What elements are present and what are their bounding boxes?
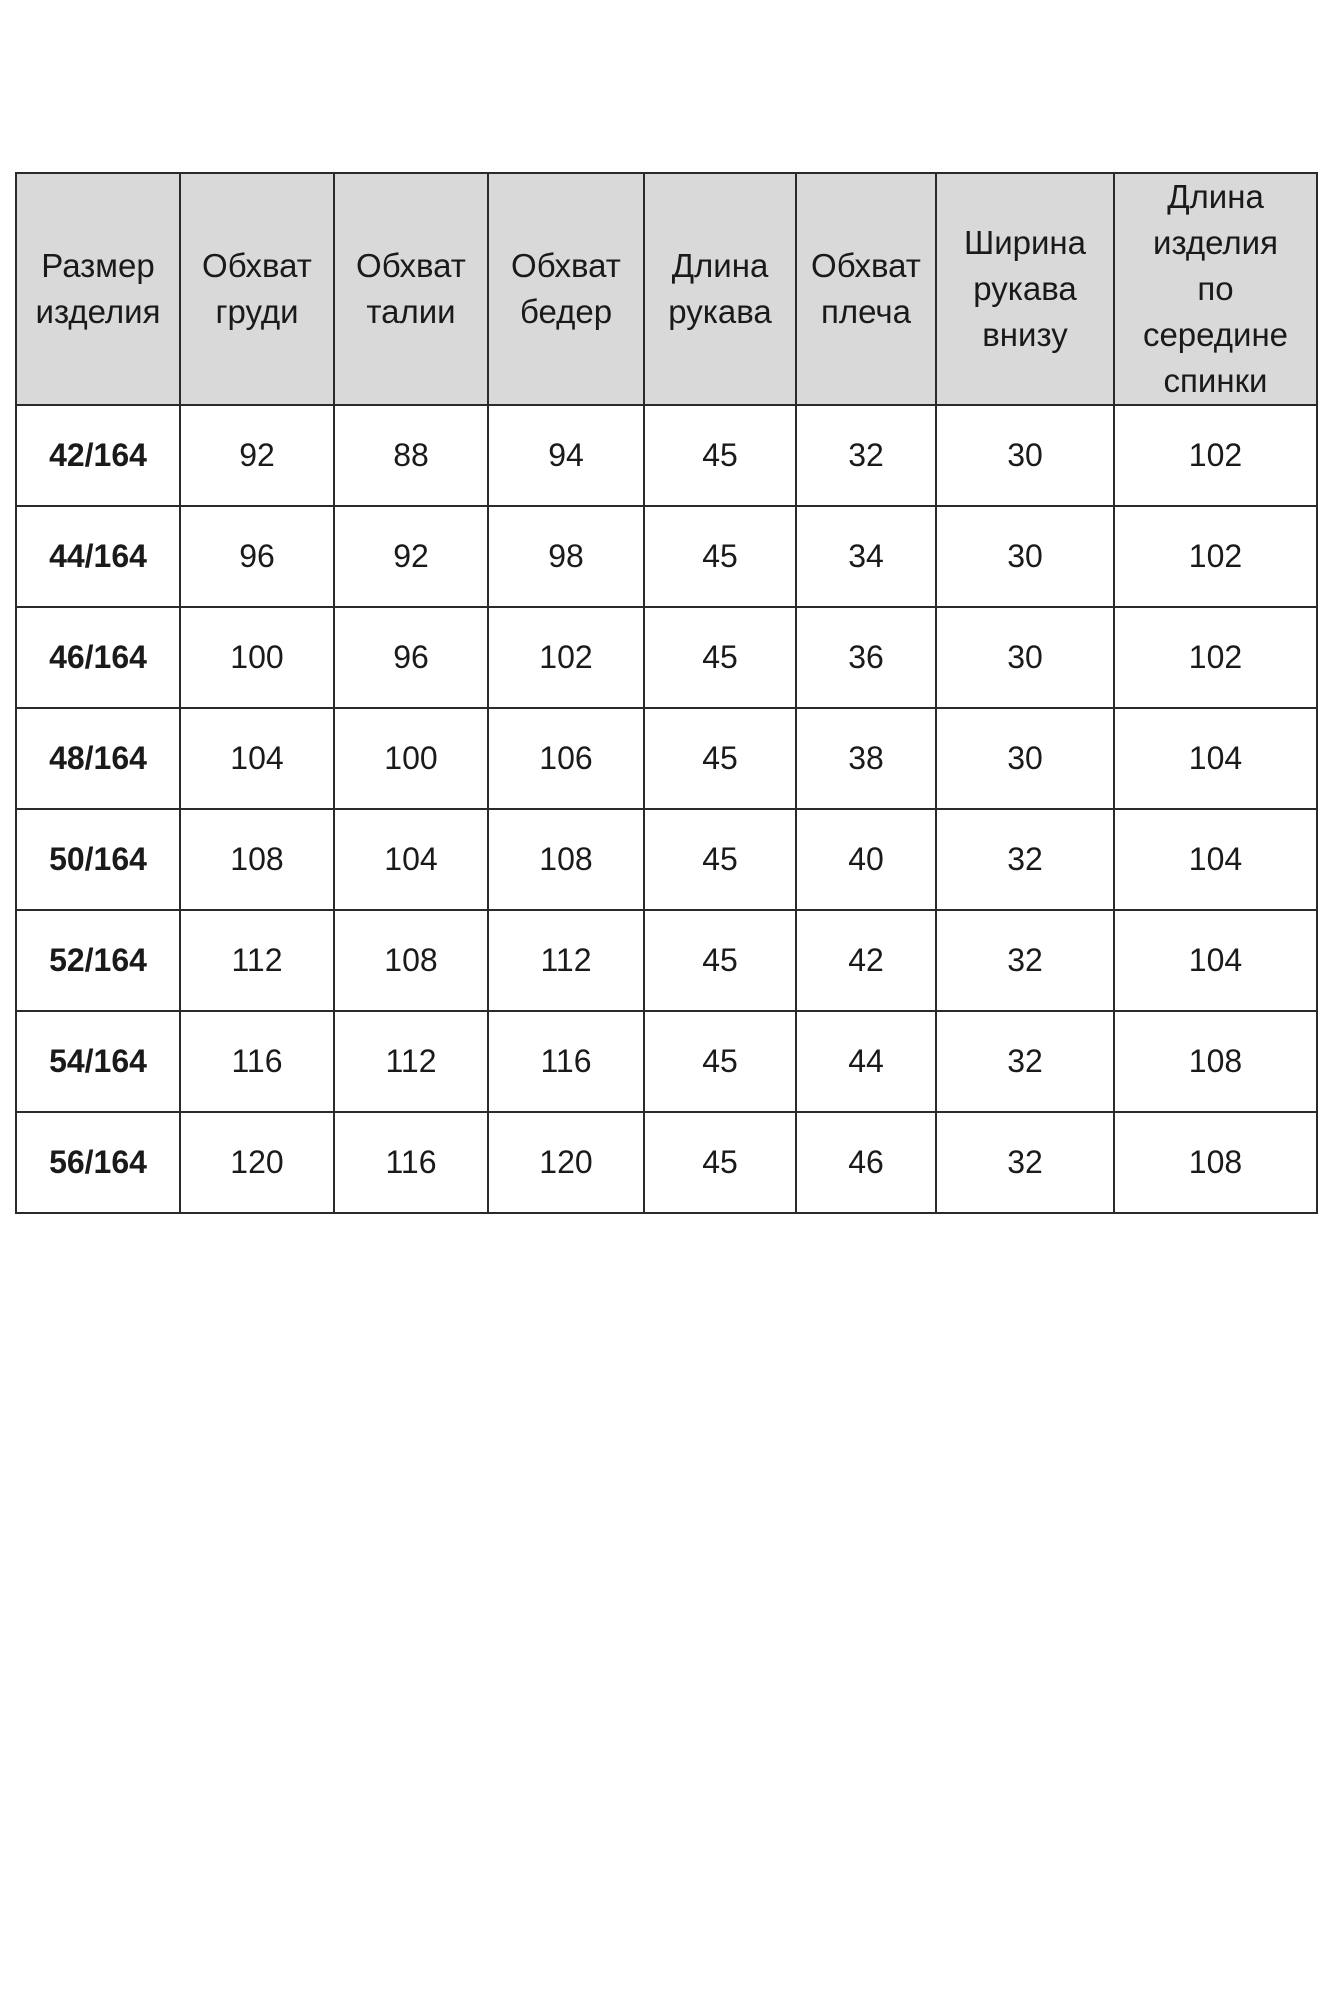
- header-waist: Обхват талии: [334, 173, 488, 405]
- cell-waist: 108: [334, 910, 488, 1011]
- cell-sleeve-width: 32: [936, 910, 1114, 1011]
- header-sleeve-width: Ширина рукава внизу: [936, 173, 1114, 405]
- cell-chest: 100: [180, 607, 334, 708]
- cell-shoulder: 42: [796, 910, 936, 1011]
- cell-waist: 92: [334, 506, 488, 607]
- table-row: [16, 1011, 1317, 1112]
- cell-size: 50/164: [16, 809, 180, 910]
- header-row: [16, 173, 1317, 405]
- cell-sleeve-length: 45: [644, 1011, 796, 1112]
- cell-hips: 94: [488, 405, 644, 506]
- cell-hips: 112: [488, 910, 644, 1011]
- cell-sleeve-width: 30: [936, 506, 1114, 607]
- cell-sleeve-length: 45: [644, 1112, 796, 1213]
- cell-size: 44/164: [16, 506, 180, 607]
- table-row: [16, 708, 1317, 809]
- size-chart-table: [15, 172, 1318, 1214]
- table-row: [16, 506, 1317, 607]
- cell-hips: 98: [488, 506, 644, 607]
- cell-sleeve-width: 32: [936, 809, 1114, 910]
- table-row: [16, 1112, 1317, 1213]
- cell-sleeve-length: 45: [644, 910, 796, 1011]
- header-back-length: Длина изделия по середине спинки: [1114, 173, 1317, 405]
- cell-hips: 102: [488, 607, 644, 708]
- cell-chest: 120: [180, 1112, 334, 1213]
- table-row: [16, 809, 1317, 910]
- cell-waist: 112: [334, 1011, 488, 1112]
- cell-sleeve-length: 45: [644, 405, 796, 506]
- table-row: [16, 607, 1317, 708]
- cell-chest: 104: [180, 708, 334, 809]
- cell-shoulder: 34: [796, 506, 936, 607]
- cell-back-length: 104: [1114, 809, 1317, 910]
- cell-size: 46/164: [16, 607, 180, 708]
- cell-shoulder: 36: [796, 607, 936, 708]
- cell-sleeve-length: 45: [644, 506, 796, 607]
- cell-chest: 96: [180, 506, 334, 607]
- cell-hips: 106: [488, 708, 644, 809]
- header-sleeve-length: Длина рукава: [644, 173, 796, 405]
- cell-sleeve-width: 32: [936, 1011, 1114, 1112]
- cell-sleeve-width: 30: [936, 405, 1114, 506]
- header-size: Размер изделия: [16, 173, 180, 405]
- cell-size: 48/164: [16, 708, 180, 809]
- cell-sleeve-width: 30: [936, 708, 1114, 809]
- cell-back-length: 104: [1114, 708, 1317, 809]
- cell-size: 54/164: [16, 1011, 180, 1112]
- cell-size: 52/164: [16, 910, 180, 1011]
- cell-back-length: 108: [1114, 1112, 1317, 1213]
- cell-waist: 96: [334, 607, 488, 708]
- cell-size: 42/164: [16, 405, 180, 506]
- cell-back-length: 102: [1114, 506, 1317, 607]
- cell-hips: 120: [488, 1112, 644, 1213]
- cell-waist: 100: [334, 708, 488, 809]
- cell-sleeve-length: 45: [644, 708, 796, 809]
- cell-shoulder: 40: [796, 809, 936, 910]
- cell-shoulder: 32: [796, 405, 936, 506]
- table-header: [16, 173, 1317, 405]
- cell-waist: 116: [334, 1112, 488, 1213]
- cell-sleeve-width: 32: [936, 1112, 1114, 1213]
- cell-chest: 92: [180, 405, 334, 506]
- cell-sleeve-length: 45: [644, 607, 796, 708]
- cell-chest: 108: [180, 809, 334, 910]
- cell-hips: 116: [488, 1011, 644, 1112]
- table-body: [16, 405, 1317, 1213]
- header-hips: Обхват бедер: [488, 173, 644, 405]
- cell-back-length: 108: [1114, 1011, 1317, 1112]
- cell-shoulder: 38: [796, 708, 936, 809]
- cell-chest: 116: [180, 1011, 334, 1112]
- cell-back-length: 102: [1114, 405, 1317, 506]
- table-row: [16, 405, 1317, 506]
- cell-back-length: 104: [1114, 910, 1317, 1011]
- header-chest: Обхват груди: [180, 173, 334, 405]
- cell-waist: 104: [334, 809, 488, 910]
- cell-sleeve-length: 45: [644, 809, 796, 910]
- cell-hips: 108: [488, 809, 644, 910]
- cell-back-length: 102: [1114, 607, 1317, 708]
- cell-sleeve-width: 30: [936, 607, 1114, 708]
- cell-shoulder: 46: [796, 1112, 936, 1213]
- cell-shoulder: 44: [796, 1011, 936, 1112]
- cell-chest: 112: [180, 910, 334, 1011]
- cell-waist: 88: [334, 405, 488, 506]
- header-shoulder: Обхват плеча: [796, 173, 936, 405]
- cell-size: 56/164: [16, 1112, 180, 1213]
- table-row: [16, 910, 1317, 1011]
